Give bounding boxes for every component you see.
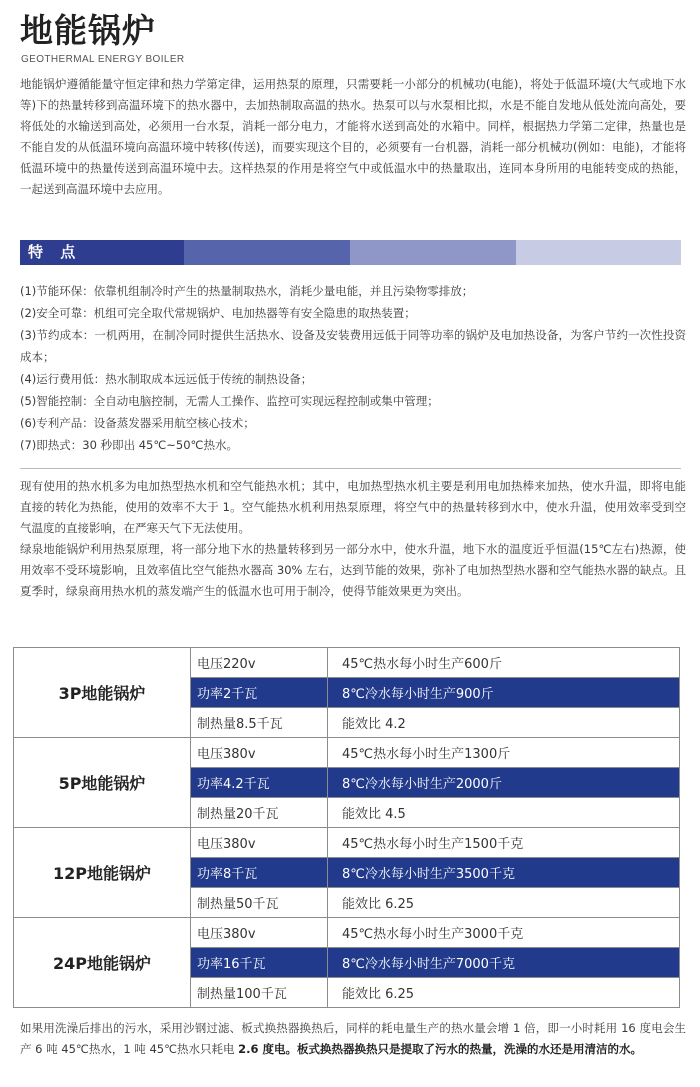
spec-cell: 电压220v	[191, 648, 328, 678]
spec-cell: 制热量20千瓦	[191, 798, 328, 828]
feature-item: (6)专利产品：设备蒸发器采用航空核心技术；	[20, 416, 255, 430]
spec-cell: 制热量8.5千瓦	[191, 708, 328, 738]
comparison-text	[20, 476, 686, 602]
features-bar-segment-4	[516, 240, 681, 265]
feature-item: (2)安全可靠：机组可完全取代常规锅炉、电加热器等有安全隐患的取热装置；	[20, 306, 416, 320]
spec-cell: 制热量100千瓦	[191, 978, 328, 1008]
body-paragraph: 绿泉地能锅炉利用热泵原理，将一部分地下水的热量转移到另一部分水中，使水升温，地下水的温度近乎恒温(15℃左右)热源，使用效率不受环境影响，且效率值比空气能热水器高 30% 左右，达到节能的效果，弥补了电加热型热水器和空气能热水器的缺点。且夏季时，绿泉商用热水机的蒸发端产生的低温水也可用于制冷，使得节能效果更为突出。	[20, 542, 686, 598]
spec-cell: 能效比 4.5	[328, 798, 680, 828]
feature-item: (3)节约成本：一机两用，在制冷同时提供生活热水、设备及安装费用远低于同等功率的锅炉及电加热设备，为客户节约一次性投资成本；	[20, 328, 686, 364]
features-section-bar	[20, 240, 681, 265]
spec-cell: 功率8千瓦	[191, 858, 328, 888]
spec-cell: 8℃冷水每小时生产900斤	[328, 678, 680, 708]
model-spec-table	[13, 647, 680, 1008]
spec-cell: 45℃热水每小时生产1300斤	[328, 738, 680, 768]
model-name: 24P地能锅炉	[14, 918, 191, 1008]
feature-item: (7)即热式：30 秒即出 45℃~50℃热水。	[20, 438, 238, 452]
spec-cell: 能效比 4.2	[328, 708, 680, 738]
spec-cell: 功率16千瓦	[191, 948, 328, 978]
spec-cell: 45℃热水每小时生产1500千克	[328, 828, 680, 858]
feature-item: (1)节能环保：依靠机组制冷时产生的热量制取热水，消耗少量电能，并且污染物零排放；	[20, 284, 474, 298]
spec-cell: 电压380v	[191, 828, 328, 858]
spec-cell: 制热量50千瓦	[191, 888, 328, 918]
spec-cell: 45℃热水每小时生产600斤	[328, 648, 680, 678]
spec-cell: 8℃冷水每小时生产7000千克	[328, 948, 680, 978]
page-title: 地能锅炉	[20, 11, 156, 50]
spec-cell: 45℃热水每小时生产3000千克	[328, 918, 680, 948]
features-bar-segment-3	[350, 240, 516, 265]
features-bar-segment-1	[20, 240, 184, 265]
model-name: 12P地能锅炉	[14, 828, 191, 918]
spec-cell: 电压380v	[191, 738, 328, 768]
footer-paragraph	[20, 1018, 686, 1060]
feature-item: (4)运行费用低：热水制取成本远远低于传统的制热设备；	[20, 372, 313, 386]
spec-cell: 能效比 6.25	[328, 888, 680, 918]
intro-paragraph: 地能锅炉遵循能量守恒定律和热力学第定律，运用热泵的原理，只需要耗一小部分的机械功(电能)，将处于低温环境(大气或地下水等)下的热量转移到高温环境下的热水器中，去加热制取高温的热水。热泵可以与水泵相比拟，水是不能自发地从低处流向高处，要将低处的水输送到高处，必须用一台水泵，消耗一部分电力，才能将水送到高处的水箱中。同样，根据热力学第二定律，热量也是不能自发的从低温环境向高温环境中转移(传送)，而要实现这个目的，必须要有一台机器，消耗一部分机械功(例如：电能)，才能将低温环境中的热量传送到高温环境中去。这样热泵的作用是将空气中或低温水中的热量取出，连同本身所用的电能转变成的热能，一起送到高温环境中去应用。	[20, 77, 686, 196]
spec-cell: 功率2千瓦	[191, 678, 328, 708]
features-heading: 特 点	[28, 243, 82, 261]
features-list	[20, 280, 686, 456]
spec-cell: 能效比 6.25	[328, 978, 680, 1008]
spec-cell: 8℃冷水每小时生产2000斤	[328, 768, 680, 798]
table-row	[14, 648, 680, 678]
page-subtitle: GEOTHERMAL ENERGY BOILER	[21, 54, 185, 65]
features-bar-segment-2	[184, 240, 350, 265]
feature-item: (5)智能控制：全自动电脑控制，无需人工操作、监控可实现远程控制或集中管理；	[20, 394, 439, 408]
footer-bold-text: 2.6 度电。板式换热器换热只是提取了污水的热量，洗澡的水还是用清洁的水。	[238, 1042, 643, 1056]
spec-cell: 电压380v	[191, 918, 328, 948]
footer-text: 如果用洗澡后排出的污水，采用沙钢过滤、板式换热器换热后，同样的耗电量生产的热水量会增 1 倍，即一小时耗用 16 度电会生产 6 吨 45℃热水，1 吨 45℃热水只耗电	[20, 1021, 686, 1056]
spec-cell: 8℃冷水每小时生产3500千克	[328, 858, 680, 888]
table-row	[14, 738, 680, 768]
spec-cell: 功率4.2千瓦	[191, 768, 328, 798]
table-row	[14, 918, 680, 948]
body-paragraph: 现有使用的热水机多为电加热型热水机和空气能热水机；其中，电加热型热水机主要是利用电加热棒来加热，使水升温，即将电能直接的转化为热能，使用的效率不大于 1。空气能热水机利用热泵原理，将空气中的热量转移到水中，使水升温，使用效率受到空气温度的直接影响，在严寒天气下无法使用。	[20, 479, 686, 535]
section-divider	[20, 468, 681, 469]
model-name: 5P地能锅炉	[14, 738, 191, 828]
model-name: 3P地能锅炉	[14, 648, 191, 738]
table-row	[14, 828, 680, 858]
